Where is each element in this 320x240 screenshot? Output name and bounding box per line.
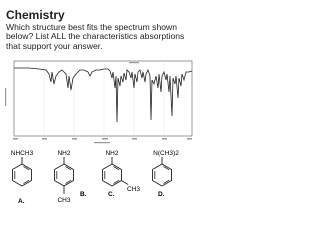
ir-spectrum-image [4, 58, 196, 146]
structure-b-para-group: CH3 [57, 197, 71, 204]
structure-d-group: N(CH3)2 [153, 150, 179, 157]
structure-b-group: NH2 [57, 150, 71, 157]
structure-c-group: NH2 [105, 150, 119, 157]
structure-c [103, 150, 141, 198]
structure-a [11, 150, 34, 205]
structure-c-label: C. [108, 191, 115, 198]
structure-a-group: NHCH3 [10, 150, 34, 157]
question-text: Which structure best fits the spectrum shown below? List ALL the characteristics absorptions that support your answer. [6, 22, 185, 51]
structure-a-label: A. [18, 198, 25, 205]
structure-d [153, 150, 180, 198]
structure-b-label: B. [80, 191, 87, 198]
candidate-structures [0, 146, 200, 231]
structure-d-label: D. [158, 191, 165, 198]
structure-c-meta-group: CH3 [127, 186, 141, 193]
structure-b [55, 150, 87, 204]
heading: Chemistry [6, 8, 65, 22]
